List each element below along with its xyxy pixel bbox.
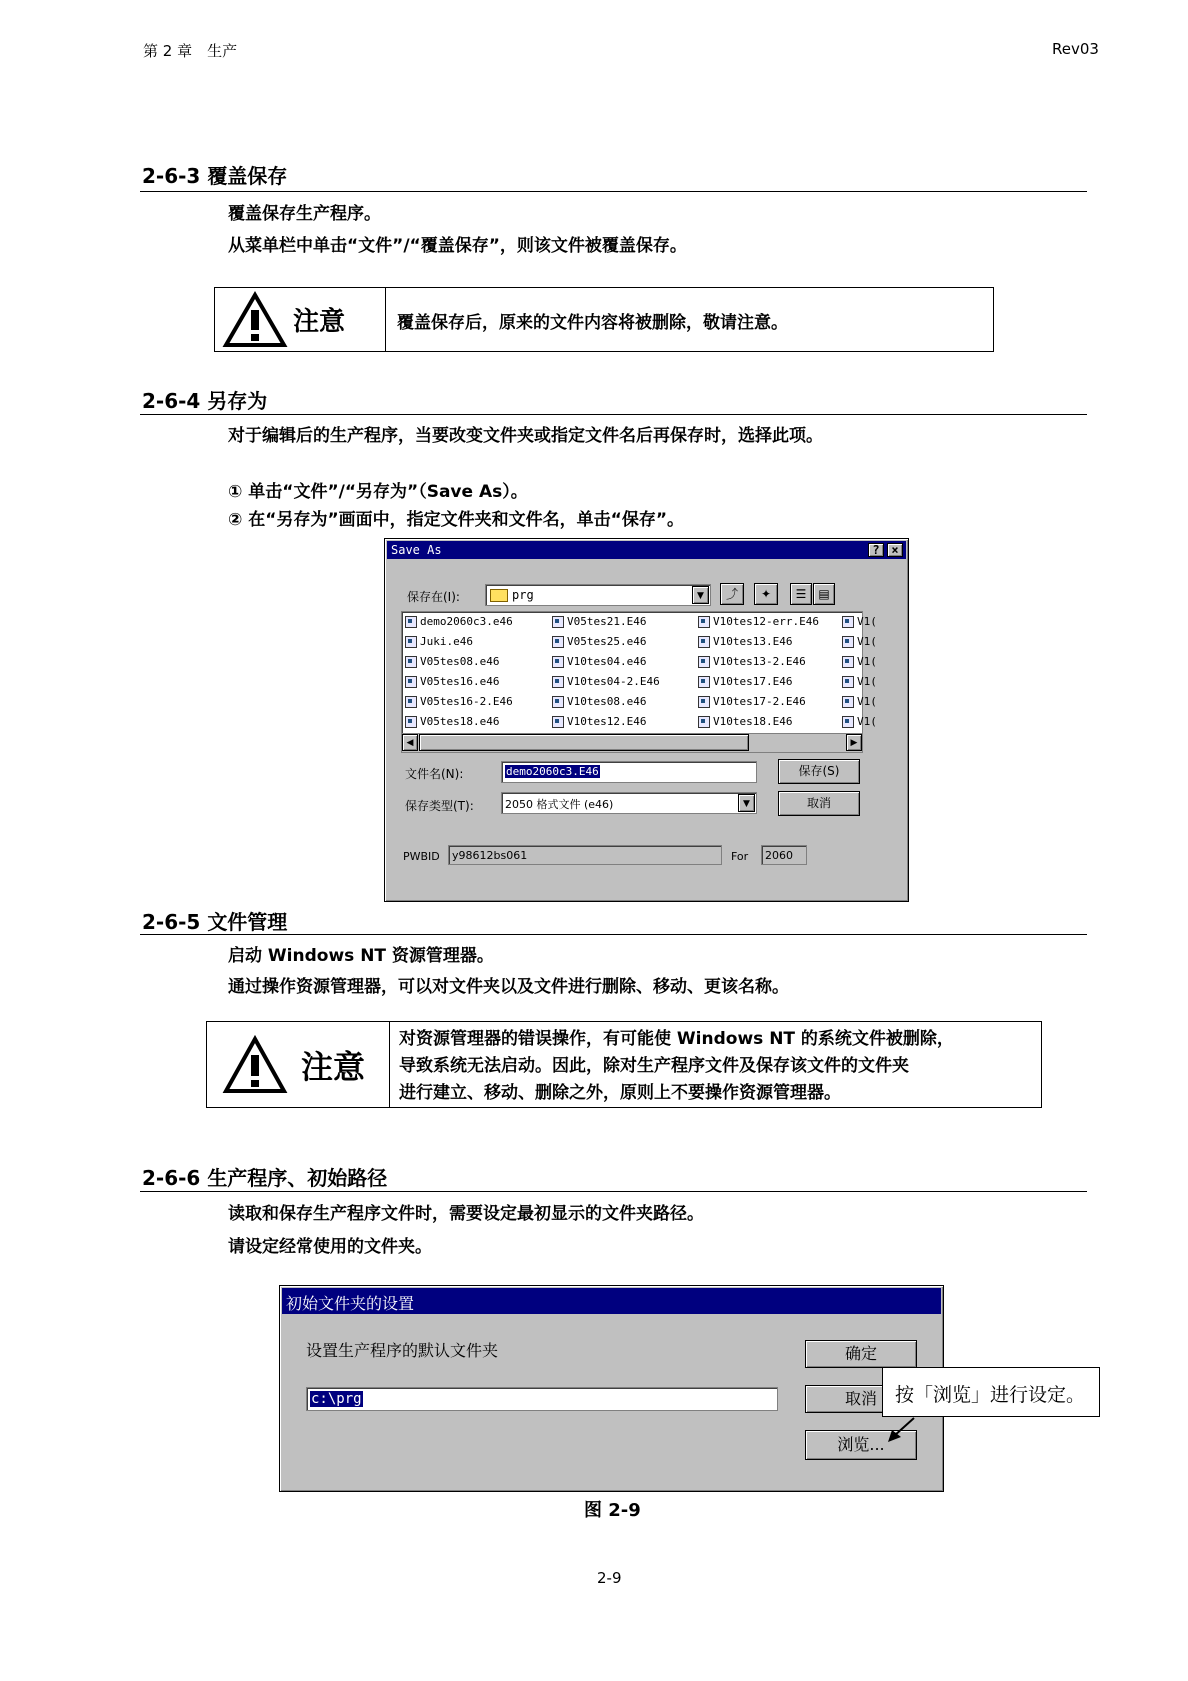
file-item[interactable]	[698, 675, 792, 688]
file-name: V1(	[857, 655, 877, 668]
save-type-select[interactable]	[501, 792, 757, 814]
file-item[interactable]	[405, 715, 499, 728]
initial-folder-title: 初始文件夹的设置	[286, 1294, 415, 1313]
close-button[interactable]: ×	[887, 543, 903, 557]
file-icon	[698, 636, 710, 648]
file-icon	[842, 696, 854, 708]
caution-line: 进行建立、移动、删除之外，原则上不要操作资源管理器。	[399, 1083, 841, 1103]
file-item[interactable]	[405, 615, 513, 628]
caution-word: 注意	[293, 307, 346, 337]
file-icon	[552, 716, 564, 728]
scroll-left-icon[interactable]: ◀	[402, 734, 418, 751]
s263-paragraph-1: 覆盖保存生产程序。	[228, 204, 381, 224]
file-item[interactable]	[698, 695, 806, 708]
callout-arrow-icon	[884, 1415, 924, 1447]
file-icon	[842, 616, 854, 628]
file-name: Juki.e46	[420, 635, 473, 648]
chevron-down-icon[interactable]: ▼	[692, 586, 709, 604]
details-view-icon[interactable]: ▤	[813, 583, 835, 605]
cancel-button[interactable]: 取消	[805, 1385, 917, 1413]
folder-path-input[interactable]	[306, 1387, 778, 1411]
file-icon	[405, 716, 417, 728]
file-item[interactable]	[552, 675, 660, 688]
file-icon	[842, 676, 854, 688]
list-view-icon[interactable]: ☰	[790, 583, 812, 605]
pwbid-value: y98612bs061	[452, 849, 528, 862]
file-item[interactable]	[698, 655, 806, 668]
file-item[interactable]	[552, 635, 646, 648]
file-icon	[405, 656, 417, 668]
file-item[interactable]	[405, 655, 499, 668]
save-button[interactable]: 保存(S)	[778, 759, 860, 784]
initial-folder-dialog	[279, 1285, 944, 1492]
file-icon	[405, 616, 417, 628]
caution-word: 注意	[301, 1047, 366, 1086]
cancel-button[interactable]: 取消	[778, 791, 860, 816]
section-2-6-3-title: 2-6-3 覆盖保存	[142, 164, 288, 188]
file-item[interactable]	[842, 695, 877, 708]
caution-label-cell	[215, 288, 386, 351]
file-item[interactable]	[698, 715, 792, 728]
file-name: V05tes21.E46	[567, 615, 647, 628]
file-item[interactable]	[405, 635, 473, 648]
file-name: V10tes12-err.E46	[713, 615, 819, 628]
file-item[interactable]	[842, 715, 877, 728]
file-name: V10tes17.E46	[713, 675, 793, 688]
file-name: V1(	[857, 635, 877, 648]
file-icon	[552, 616, 564, 628]
save-in-value: prg	[512, 588, 534, 602]
filename-value: demo2060c3.E46	[506, 765, 599, 778]
s264-step-2: ② 在“另存为”画面中，指定文件夹和文件名，单击“保存”。	[228, 510, 685, 530]
file-item[interactable]	[842, 655, 877, 668]
section-2-6-5-title: 2-6-5 文件管理	[142, 910, 288, 934]
file-name: V05tes16-2.E46	[420, 695, 513, 708]
file-name: V05tes08.e46	[420, 655, 500, 668]
file-icon	[552, 676, 564, 688]
pwbid-field	[448, 845, 722, 865]
file-name: V10tes12.E46	[567, 715, 647, 728]
caution-box-2	[206, 1021, 1042, 1108]
caution-text	[399, 1026, 954, 1107]
file-icon	[698, 616, 710, 628]
file-icon	[552, 696, 564, 708]
file-icon	[405, 636, 417, 648]
figure-caption: 图 2-9	[584, 1500, 641, 1521]
warning-triangle-icon	[223, 292, 287, 348]
file-icon	[842, 716, 854, 728]
file-name: V10tes13-2.E46	[713, 655, 806, 668]
file-icon	[698, 716, 710, 728]
file-icon	[405, 676, 417, 688]
save-as-titlebar	[387, 541, 906, 559]
folder-path-value: c:\prg	[311, 1391, 362, 1407]
file-list[interactable]	[401, 611, 877, 753]
caution-line: 对资源管理器的错误操作，有可能使 Windows NT 的系统文件被删除，	[399, 1029, 954, 1049]
for-field	[761, 845, 807, 865]
file-name: V1(	[857, 715, 877, 728]
file-name: V1(	[857, 675, 877, 688]
section-2-6-4-title: 2-6-4 另存为	[142, 389, 268, 413]
revision-label: Rev03	[1052, 40, 1099, 58]
save-as-title: Save As	[391, 543, 442, 557]
file-item[interactable]	[552, 695, 646, 708]
horizontal-scrollbar[interactable]	[402, 733, 862, 752]
file-icon	[842, 656, 854, 668]
file-item[interactable]	[552, 615, 646, 628]
ok-button[interactable]: 确定	[805, 1340, 917, 1368]
file-name: V10tes13.E46	[713, 635, 793, 648]
s266-paragraph-2: 请设定经常使用的文件夹。	[228, 1237, 432, 1257]
caution-label-cell	[207, 1022, 390, 1107]
file-name: V05tes18.e46	[420, 715, 500, 728]
chapter-header: 第 2 章 生产	[143, 42, 238, 60]
section-rule	[140, 934, 1087, 935]
for-label: For	[731, 850, 749, 863]
file-icon	[698, 656, 710, 668]
section-2-6-6-title: 2-6-6 生产程序、初始路径	[142, 1166, 388, 1190]
file-icon	[698, 676, 710, 688]
file-name: V10tes04-2.E46	[567, 675, 660, 688]
file-icon	[552, 656, 564, 668]
file-name: V1(	[857, 695, 877, 708]
save-in-select[interactable]	[485, 584, 711, 606]
save-as-dialog	[384, 538, 909, 902]
help-button[interactable]: ?	[868, 543, 884, 557]
file-name: V10tes08.e46	[567, 695, 647, 708]
file-item[interactable]	[698, 615, 819, 628]
caution-text: 覆盖保存后，原来的文件内容将被删除，敬请注意。	[397, 313, 788, 333]
save-in-label: 保存在(I):	[407, 590, 460, 604]
file-item[interactable]	[405, 675, 499, 688]
filename-input[interactable]	[501, 761, 757, 783]
page-number: 2-9	[597, 1569, 622, 1587]
callout-box	[882, 1367, 1100, 1417]
file-item[interactable]	[552, 655, 646, 668]
file-name: V10tes18.E46	[713, 715, 793, 728]
section-rule	[140, 414, 1087, 415]
section-rule	[140, 191, 1087, 192]
file-item[interactable]	[842, 635, 877, 648]
file-name: V05tes25.e46	[567, 635, 647, 648]
s265-paragraph-2: 通过操作资源管理器，可以对文件夹以及文件进行删除、移动、更该名称。	[228, 977, 789, 997]
file-name: V10tes04.e46	[567, 655, 647, 668]
caution-box-1	[214, 287, 994, 352]
new-folder-icon[interactable]: ✦	[754, 583, 778, 605]
file-name: V1(	[857, 615, 877, 628]
up-folder-icon[interactable]: ⤴	[720, 583, 744, 605]
file-icon	[842, 636, 854, 648]
s264-paragraph-1: 对于编辑后的生产程序，当要改变文件夹或指定文件名后再保存时，选择此项。	[228, 426, 823, 446]
chevron-down-icon[interactable]: ▼	[738, 794, 755, 812]
filename-label: 文件名(N):	[405, 767, 464, 781]
warning-triangle-icon	[223, 1036, 287, 1094]
file-item[interactable]	[698, 635, 792, 648]
browse-button[interactable]: 浏览...	[805, 1430, 917, 1460]
file-item[interactable]	[842, 615, 877, 628]
file-name: V05tes16.e46	[420, 675, 500, 688]
file-icon	[552, 636, 564, 648]
callout-text: 按「浏览」进行设定。	[895, 1384, 1086, 1406]
s266-paragraph-1: 读取和保存生产程序文件时，需要设定最初显示的文件夹路径。	[228, 1204, 704, 1224]
for-value: 2060	[765, 849, 793, 862]
scroll-right-icon[interactable]: ▶	[846, 734, 862, 751]
file-icon	[698, 696, 710, 708]
folder-icon	[490, 589, 508, 602]
file-name: demo2060c3.e46	[420, 615, 513, 628]
file-item[interactable]	[842, 675, 877, 688]
caution-line: 导致系统无法启动。因此，除对生产程序文件及保存该文件的文件夹	[399, 1056, 909, 1076]
save-type-value: 2050 格式文件 (e46)	[505, 798, 614, 811]
scroll-thumb[interactable]	[419, 734, 749, 751]
save-type-label: 保存类型(T):	[405, 799, 474, 813]
s265-paragraph-1: 启动 Windows NT 资源管理器。	[228, 946, 494, 966]
section-rule	[140, 1191, 1087, 1192]
initial-folder-titlebar	[282, 1288, 941, 1314]
default-folder-label: 设置生产程序的默认文件夹	[306, 1341, 499, 1360]
s263-paragraph-2: 从菜单栏中单击“文件”/“覆盖保存”，则该文件被覆盖保存。	[228, 236, 687, 256]
file-name: V10tes17-2.E46	[713, 695, 806, 708]
file-item[interactable]	[552, 715, 646, 728]
pwbid-label: PWBID	[403, 850, 440, 863]
file-item[interactable]	[405, 695, 513, 708]
file-icon	[405, 696, 417, 708]
s264-step-1: ① 单击“文件”/“另存为”（Save As）。	[228, 482, 528, 502]
